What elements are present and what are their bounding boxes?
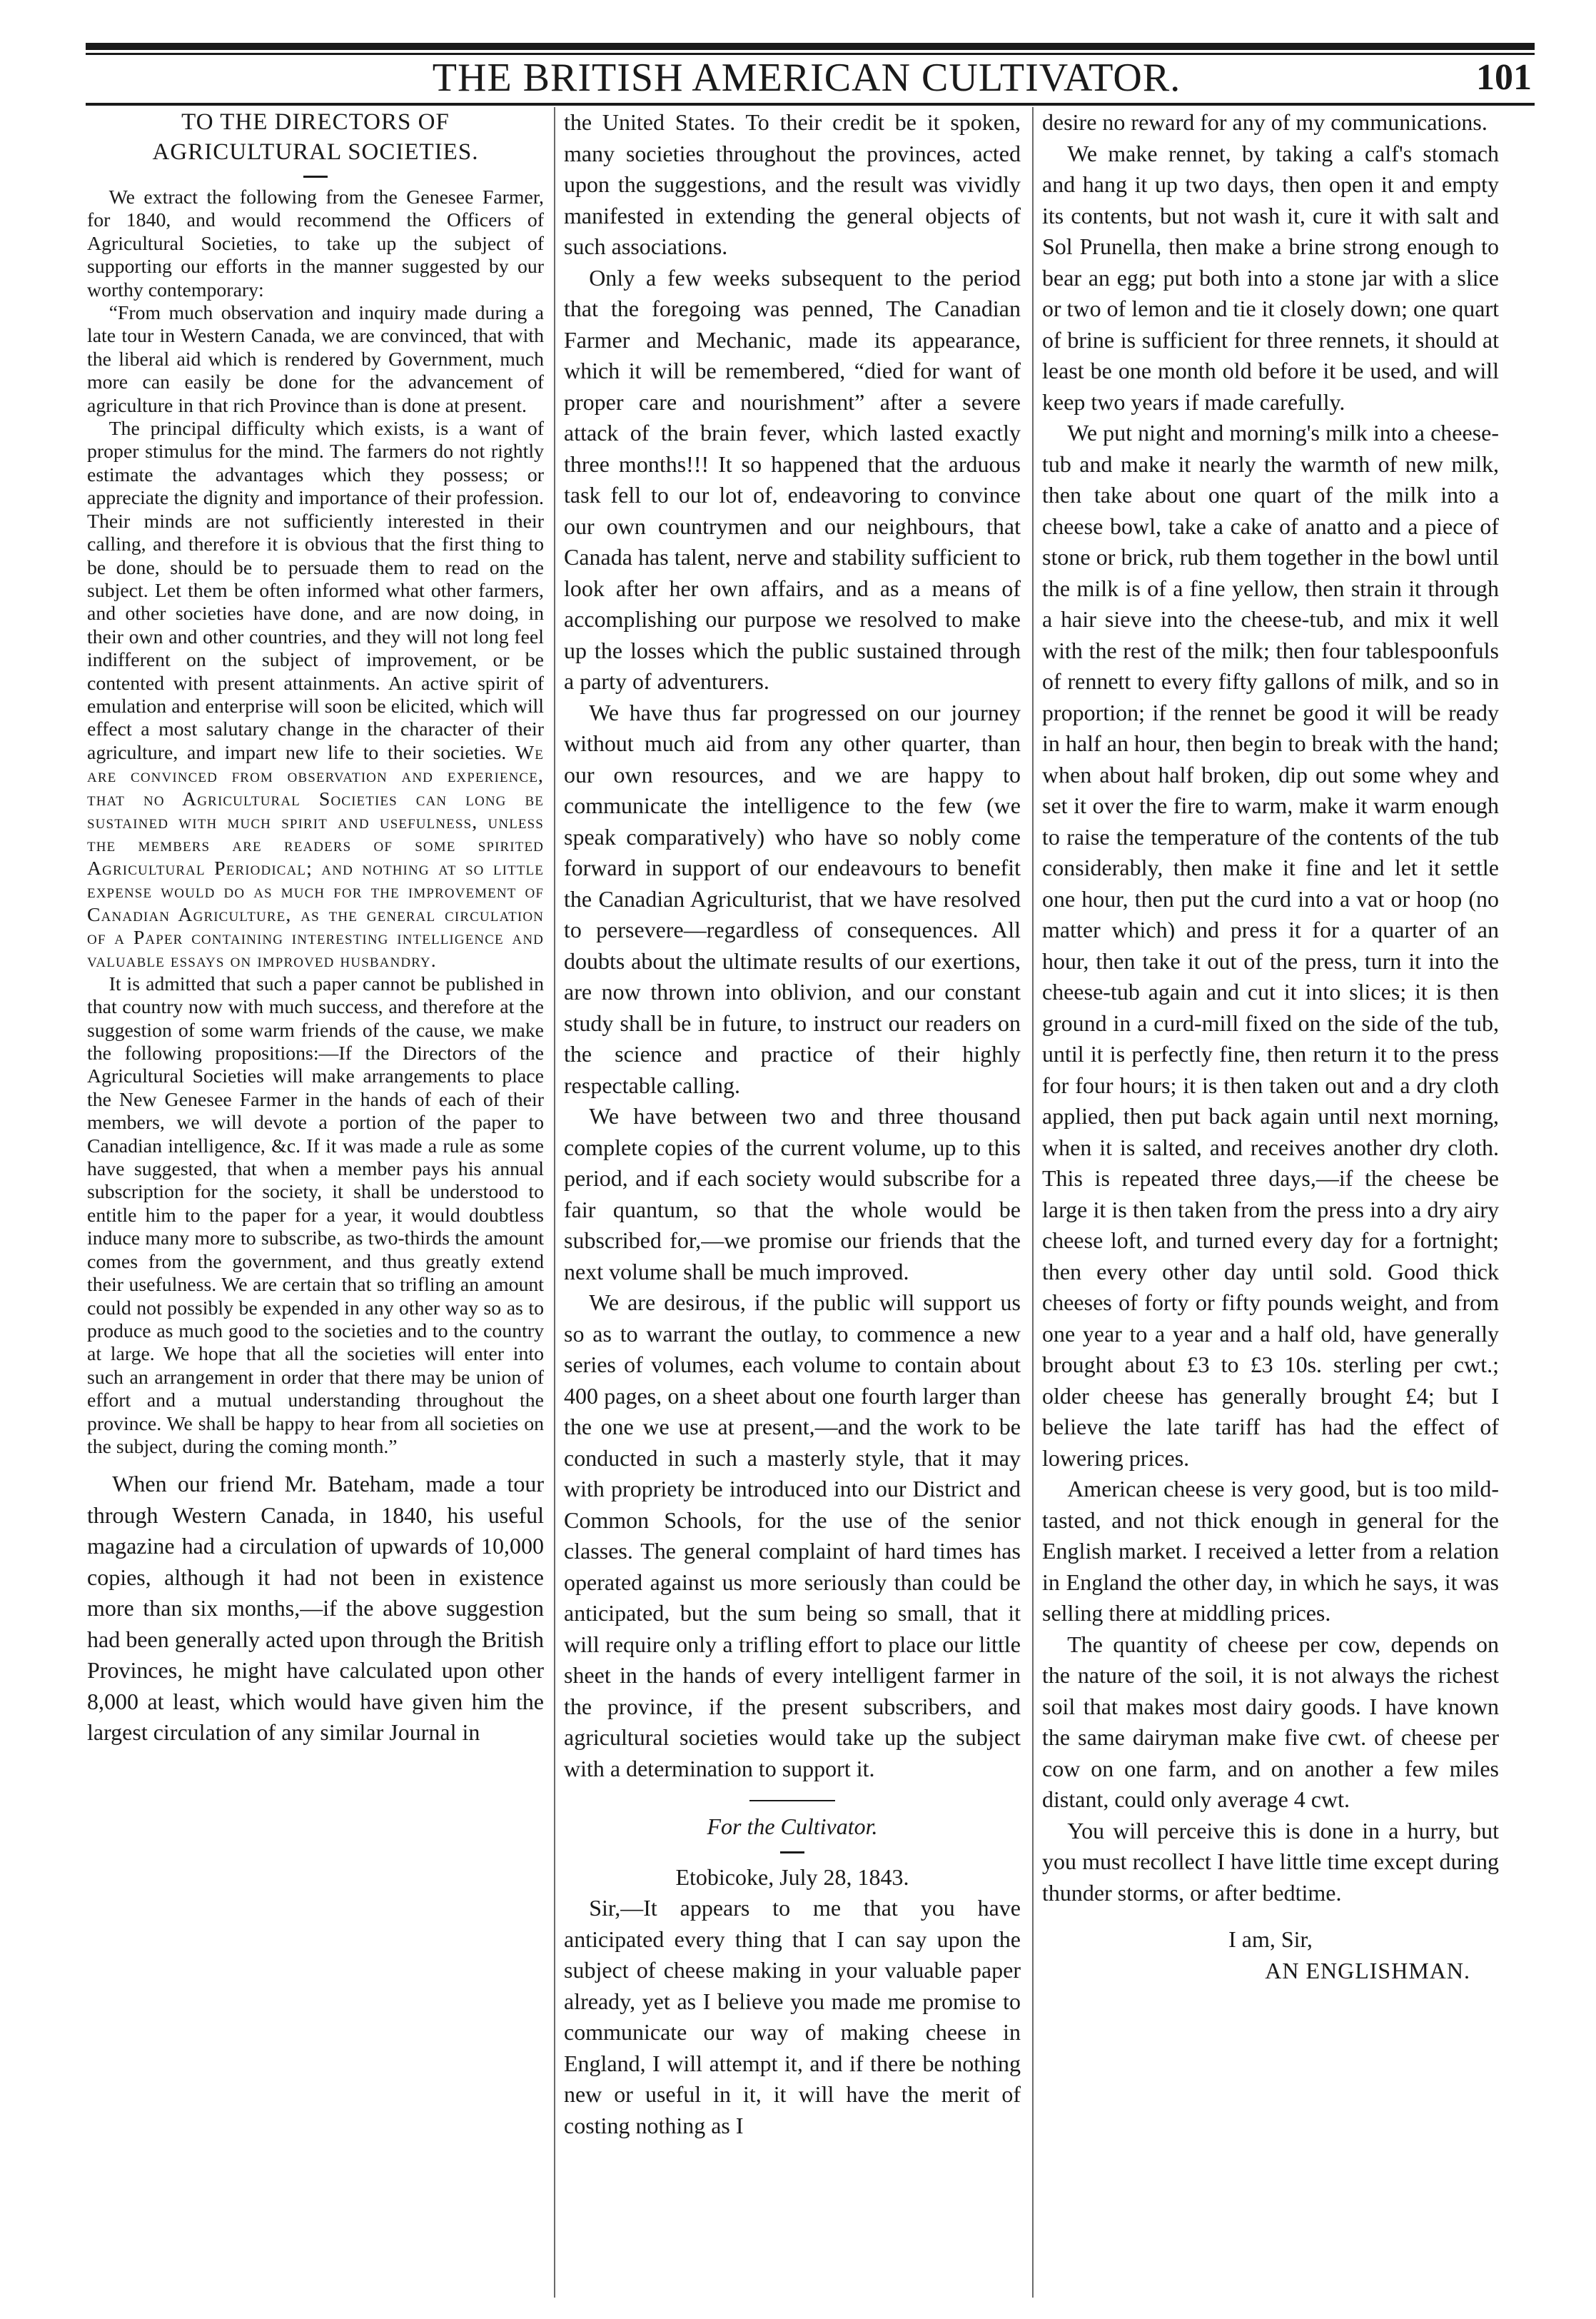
- letter-heading: For the Cultivator.: [707, 1814, 878, 1839]
- letter-signature: AN ENGLISHMAN.: [1265, 1957, 1470, 1983]
- article-heading: TO THE DIRECTORS OF AGRICULTURAL SOCIETIES.: [152, 109, 479, 165]
- page-number: 101: [1476, 57, 1532, 98]
- letter-closing: I am, Sir,: [1228, 1926, 1313, 1952]
- letter-paragraph: We make rennet, by taking a calf's stomach and hang it up two days, then open it and empty its contents, but not wash it, cure it with salt and Sol Prunella, then make a brine strong enough to bear an egg; put both into a stone jar with a slice or two of lemon and tie it closely down; one quart of brine is sufficient for three rennets, it should at least be one month old before it be used, and will keep two years if made carefully.: [1042, 140, 1499, 415]
- column-1: [87, 107, 544, 2305]
- letter-paragraph: American cheese is very good, but is too mild-tasted, and not thick enough in general for the English market. I received a letter from a relation in England the other day, in which he says, it was selling there at middling prices.: [1042, 1476, 1499, 1626]
- letter-paragraph: You will perceive this is done in a hurry, but you must recollect I have little time except during thunder storms, or after bedtime.: [1042, 1817, 1499, 1906]
- body-paragraph: We have between two and three thousand complete copies of the current volume, up to this period, and if each society would subscribe for a fair quantum, so that the whole would be subscribed for,—we promise our friends that the next volume shall be much improved.: [564, 1103, 1021, 1284]
- quote-small-caps-text: We are convinced from observation and experience, that no Agricultural Societies can long be sustained with much spirit and usefulness, unless the members are readers of some spirited Agricultural Periodical; and nothing at so little expense would do as much for the improvement of Canadian Agriculture, as the general circulation of a Paper containing interesting intelligence and valuable essays on improved husbandry.: [87, 741, 544, 972]
- quote-paragraph: [87, 418, 544, 973]
- body-paragraph: the United States. To their credit be it spoken, many societies throughout the provinces, acted upon the suggestions, and the result was vividly manifested in extending the general objects of such associations.: [564, 109, 1021, 259]
- body-paragraph: When our friend Mr. Bateham, made a tour through Western Canada, in 1840, his useful magazine had a circulation of upwards of 10,000 copies, although it had not been in existence more than six months,—if the above suggestion had been generally acted upon through the British Provinces, he might have calculated upon other 8,000 at least, which would have given him the largest circulation of any similar Journal in: [87, 1471, 544, 1746]
- editorial-text: [87, 1469, 544, 1749]
- letter-paragraph: We put night and morning's milk into a cheese-tub and make it nearly the warmth of new milk, then take about one quart of the milk into a cheese bowl, take a cake of anatto and a piece of stone or brick, rub them together in the bowl until the milk is of a fine yellow, then strain it through a hair sieve into the cheese-tub, and mix it well with the rest of the milk; then four tablespoonfuls of rennett to every fifty gallons of milk, and so in proportion; if the rennet be good it will be ready in half an hour, then begin to break with the hand; when about half broken, dip out some whey and set it over the fire to warm, make it warm enough to raise the temperature of the contents of the tub considerably, then make it fine and let it settle one hour, then put the curd into a vat or hoop (no matter which) and press it for a quarter of an hour, then take it out of the press, turn it into the cheese-tub again and cut it into slices; it is then ground in a curd-mill fixed on the side of the tub, until it is perfectly fine, then return it to the press for four hours; it is then taken out and a dry cloth applied, then put back again until next morning, when it is salted, and receives another dry cloth. This is repeated three days,—if the cheese be large it is then taken from the press into a dry airy cheese loft, and turned every day for a fortnight; then every other day until sold. Good thick cheeses of forty or fifty pounds weight, and from one year to a year and a half old, have generally brought about £3 to £3 10s. sterling per cwt.; older cheese has generally brought £4; but I believe the late tariff has had the effect of lowering prices.: [1042, 420, 1499, 1471]
- header-top-rule: [86, 43, 1535, 50]
- body-paragraph: We have thus far progressed on our journey without much aid from any other quarter, than our own resources, and we are happy to communicate the intelligence to the few (we speak comparatively) who have so nobly come forward in support of our endeavours to benefit the Canadian Agriculturist, that we have resolved to persevere—regardless of consequences. All doubts about the ultimate results of our exertions, are now thrown into oblivion, and our constant study shall be in future, to instruct our readers on the science and practice of their highly respectable calling.: [564, 699, 1021, 1098]
- letter-paragraph: Sir,—It appears to me that you have anticipated every thing that I can say upon the subject of cheese making in your valuable paper already, yet as I believe you made me promise to communicate our way of making cheese in England, I will attempt it, and if there be nothing new or useful in it, it will have the merit of costing nothing as I: [564, 1895, 1021, 2138]
- masthead-title: THE BRITISH AMERICAN CULTIVATOR.: [432, 56, 1181, 100]
- section-dash: [303, 176, 328, 178]
- section-dash: [780, 1851, 804, 1853]
- header-bottom-rule: [86, 103, 1535, 106]
- quoted-article: [87, 186, 544, 1459]
- column-divider: [554, 107, 555, 2298]
- column-divider: [1032, 107, 1034, 2298]
- quote-paragraph: “From much observation and inquiry made during a late tour in Western Canada, we are convinced, that with the liberal aid which is rendered by Government, much more can easily be done for the advancement of agriculture in that rich Province than is done at present.: [87, 302, 544, 417]
- body-paragraph: We are desirous, if the public will support us so as to warrant the outlay, to commence a new series of volumes, each volume to contain about 400 pages, on a sheet about one fourth larger than the one we use at present,—and the work to be conducted in such a masterly style, that it may with propriety be introduced into our District and Common Schools, for the use of the senior classes. The general complaint of hard times has operated against us more seriously than could be anticipated, but the sum being so small, that it will require only a trifling effort to place our little sheet in the hands of every intelligent farmer in the province, if the present subscribers, and agricultural societies would take up the subject with a determination to support it.: [564, 1289, 1021, 1781]
- section-rule: [749, 1800, 835, 1801]
- letter-paragraph: desire no reward for any of my communications.: [1042, 109, 1488, 135]
- column-2: [564, 107, 1021, 2305]
- body-paragraph: Only a few weeks subsequent to the period that the foregoing was penned, The Canadian Farmer and Mechanic, made its appearance, which it will be remembered, “died for want of proper care and nourishment” after a severe attack of the brain fever, which lasted exactly three months!!! It so happened that the arduous task fell to our lot of, endeavoring to convince our own countrymen and our neighbours, that Canada has talent, nerve and stability sufficient to look after her own affairs, and as a means of accomplishing our purpose we resolved to make up the losses which the public sustained through a party of adventurers.: [564, 264, 1021, 694]
- quote-paragraph: It is admitted that such a paper cannot be published in that country now with much success, and therefore at the suggestion of some warm friends of the cause, we make the following propositions:—If the Directors of the Agricultural Societies will make arrangements to place the New Genesee Farmer in the hands of each of their members, we will devote a portion of the paper to Canadian intelligence, &c. If it was made a rule as some have suggested, that when a member pays his annual subscription for the society, it shall be understood to entitle him to the paper for a year, it would doubtless induce many more to subscribe, as two-thirds the amount comes from the government, and thus greatly extend their usefulness. We are certain that so trifling an amount could not possibly be expended in any other way so as to produce as much good to the societies and to the country at large. We hope that all the societies will enter into such an arrangement in order that there may be union of effort and a mutual understanding throughout the province. We shall be happy to hear from all societies on the subject, during the coming month.”: [87, 972, 544, 1458]
- letter-dateline: Etobicoke, July 28, 1843.: [675, 1863, 909, 1890]
- quote-text: The principal difficulty which exists, is a want of proper stimulus for the mind. The farmers do not rightly estimate the advantages which they possess; or appreciate the dignity and importance of their profession. Their minds are not sufficiently interested in their calling, and therefore it is obvious that the first thing to be done, should be to persuade them to read on the subject. Let them be often informed what other farmers, and other societies have done, and are now doing, in their own and other countries, and they will not long feel indifferent on the subject of improvement, or be contented with present attainments. An active spirit of emulation and enterprise will soon be elicited, which will effect a most salutary change in the character of their agriculture, and impart new life to their societies.: [87, 418, 544, 764]
- intro-paragraph: We extract the following from the Genesee Farmer, for 1840, and would recommend the Officers of Agricultural Societies, to take up the subject of supporting our efforts in the manner suggested by our worthy contemporary:: [87, 186, 544, 301]
- letter-paragraph: The quantity of cheese per cow, depends on the nature of the soil, it is not always the richest soil that makes most dairy goods. I have known the same dairyman make five cwt. of cheese per cow on one farm, and on another a few miles distant, could only average 4 cwt.: [1042, 1631, 1499, 1812]
- column-3: [1042, 107, 1499, 2305]
